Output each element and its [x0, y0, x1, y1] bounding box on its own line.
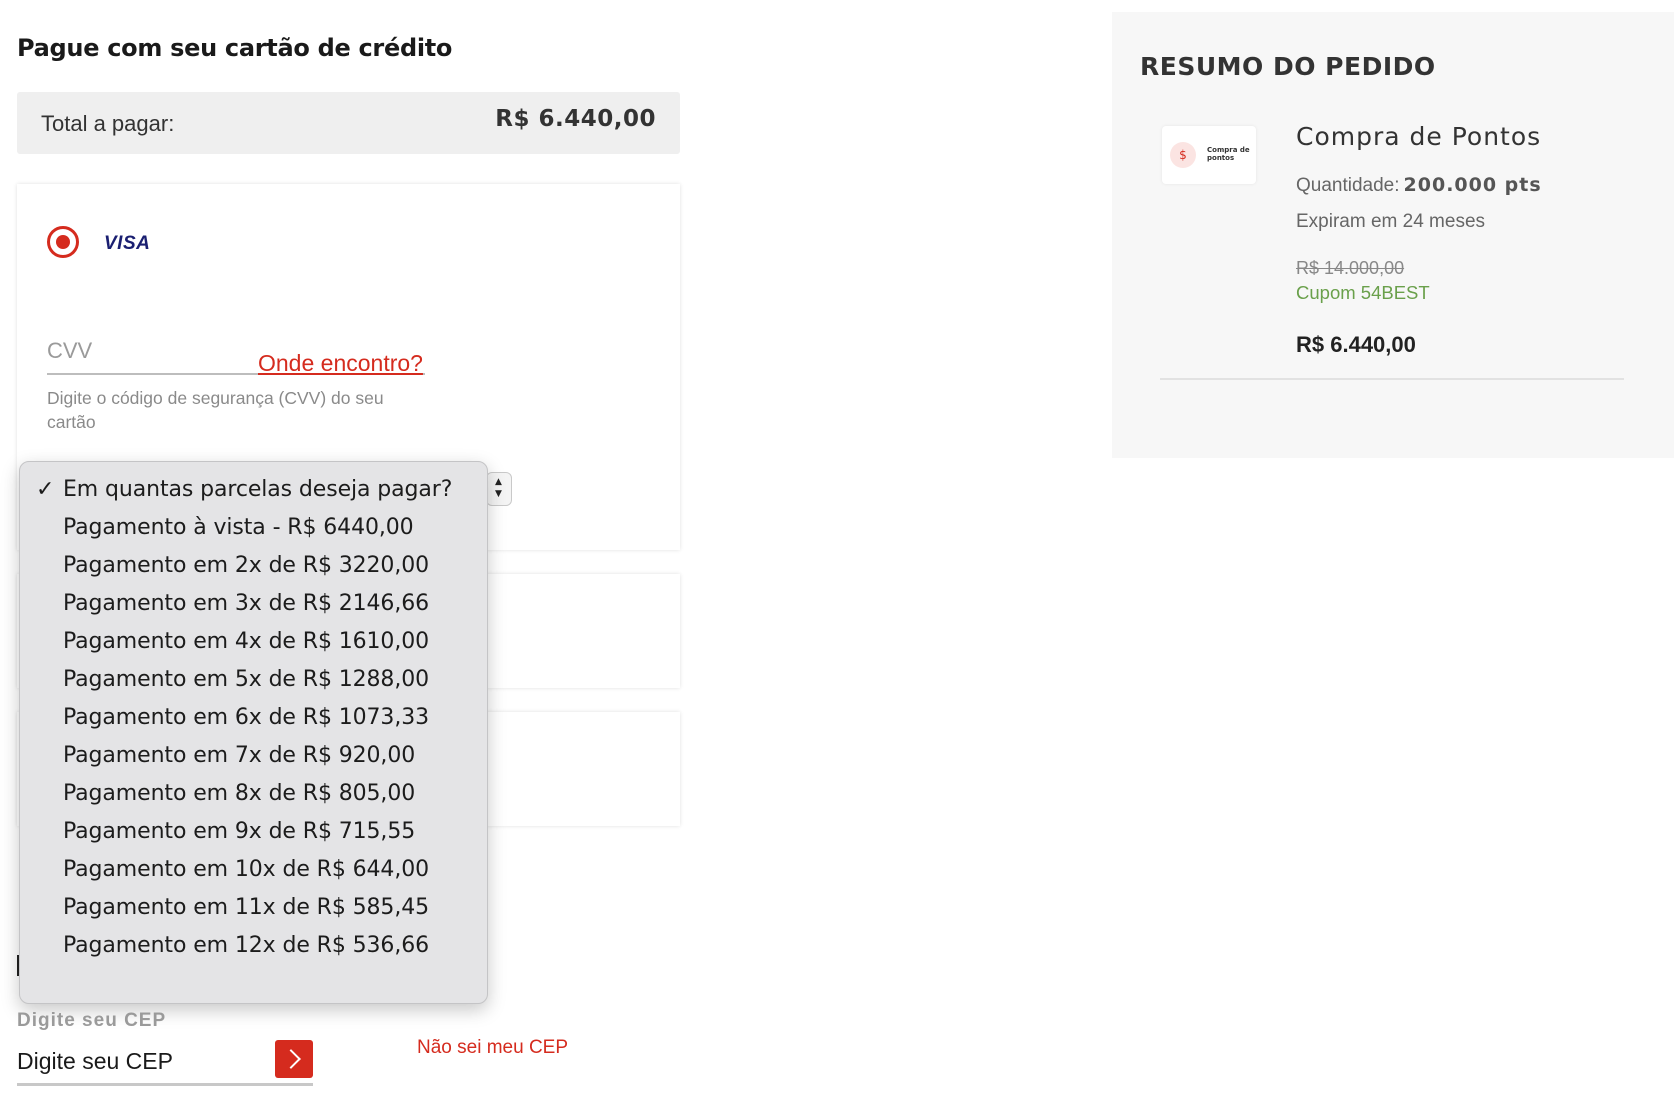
page-title: Pague com seu cartão de crédito — [17, 34, 453, 62]
checkmark-icon: ✓ — [36, 477, 55, 502]
cep-underline — [17, 1083, 313, 1086]
installment-option[interactable]: Em quantas parcelas deseja pagar? — [63, 477, 453, 502]
thumbnail-text: Compra de pontos — [1207, 146, 1250, 162]
unknown-cep-link[interactable]: Não sei meu CEP — [417, 1037, 569, 1058]
where-to-find-cvv-link[interactable]: Onde encontro? — [258, 350, 423, 376]
installment-option[interactable]: Pagamento em 8x de R$ 805,00 — [63, 781, 416, 806]
total-value: R$ 6.440,00 — [495, 106, 656, 132]
final-price: R$ 6.440,00 — [1296, 332, 1416, 357]
quantity-value: 200.000 pts — [1403, 174, 1542, 196]
installment-option[interactable]: Pagamento em 5x de R$ 1288,00 — [63, 667, 430, 692]
points-expiry: Expiram em 24 meses — [1296, 211, 1486, 232]
product-name: Compra de Pontos — [1296, 122, 1542, 151]
installment-option[interactable]: Pagamento em 2x de R$ 3220,00 — [63, 553, 430, 578]
installments-dropdown[interactable] — [19, 461, 488, 1004]
coupon-label: Cupom 54BEST — [1296, 282, 1430, 303]
installment-option[interactable]: Pagamento em 6x de R$ 1073,33 — [63, 705, 430, 730]
product-quantity — [1296, 174, 1542, 197]
installment-option[interactable]: Pagamento em 3x de R$ 2146,66 — [63, 591, 430, 616]
installment-option[interactable]: Pagamento em 9x de R$ 715,55 — [63, 819, 416, 844]
cep-label: Digite seu CEP — [17, 1010, 167, 1031]
select-arrows-icon[interactable]: ▲ ▼ — [486, 472, 512, 506]
cvv-helper-text: Digite o código de segurança (CVV) do seu cartão — [47, 388, 384, 432]
cvv-input[interactable]: CVV — [47, 338, 93, 363]
installment-option[interactable]: Pagamento à vista - R$ 6440,00 — [63, 515, 414, 540]
order-summary-title: RESUMO DO PEDIDO — [1140, 52, 1436, 81]
cep-input[interactable]: Digite seu CEP — [17, 1048, 173, 1074]
chevron-right-icon — [281, 1049, 301, 1069]
visa-logo: VISA — [104, 233, 151, 254]
original-price: R$ 14.000,00 — [1296, 258, 1405, 278]
installment-option[interactable]: Pagamento em 7x de R$ 920,00 — [63, 743, 416, 768]
product-thumbnail — [1162, 126, 1256, 184]
installment-option[interactable]: Pagamento em 10x de R$ 644,00 — [63, 857, 430, 882]
installment-option[interactable]: Pagamento em 12x de R$ 536,66 — [63, 933, 430, 958]
quantity-label: Quantidade: — [1296, 175, 1400, 196]
radio-selected-icon[interactable] — [47, 226, 79, 258]
total-label: Total a pagar: — [41, 111, 175, 136]
installment-option[interactable]: Pagamento em 4x de R$ 1610,00 — [63, 629, 430, 654]
installment-option[interactable]: Pagamento em 11x de R$ 585,45 — [63, 895, 430, 920]
total-box — [17, 92, 680, 154]
cep-submit-button[interactable] — [275, 1040, 313, 1078]
summary-divider — [1160, 378, 1624, 380]
money-bag-icon: $ — [1170, 142, 1196, 168]
